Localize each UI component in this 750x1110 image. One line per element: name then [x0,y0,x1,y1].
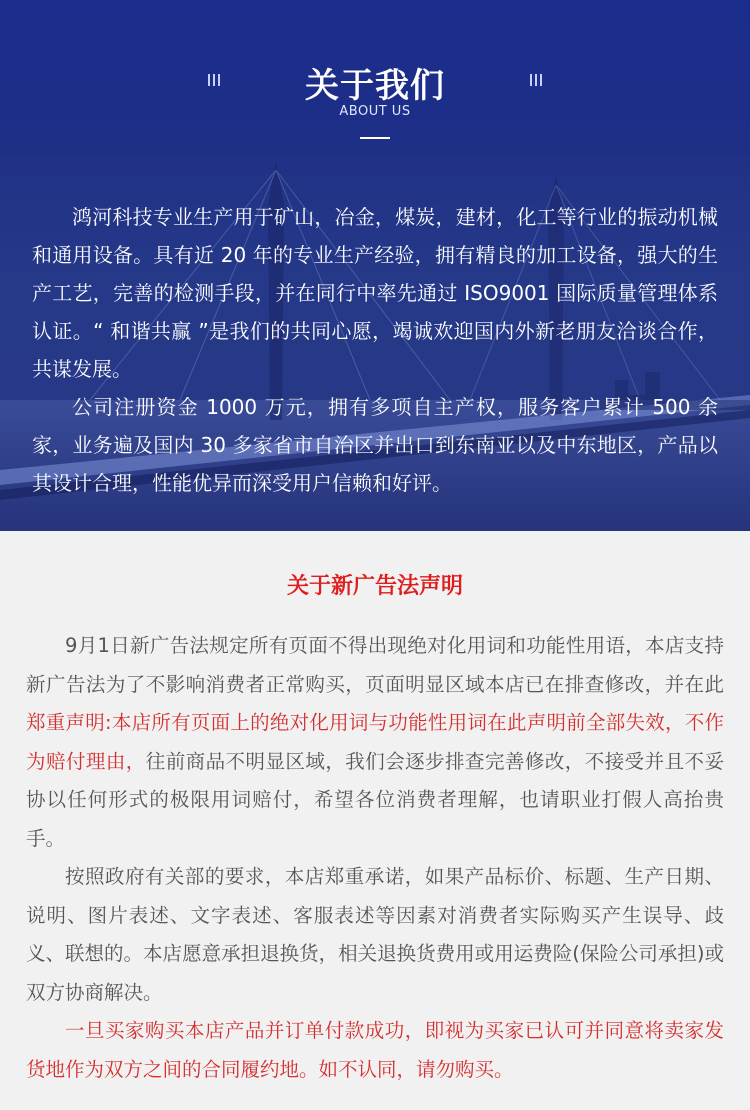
about-us-subtitle: ABOUT US [339,104,411,119]
about-paragraph-2: 公司注册资金 1000 万元，拥有多项自主产权，服务客户累计 500 余家，业务遍及国内 30 多家省市自治区并出口到东南亚以及中东地区，产品以其设计合理，性能优异而深受用户信赖和好评。 [32,395,718,495]
notice-p1-text-b: 往前商品不明显区域，我们会逐步排查完善修改，不接受并且不妥协以任何形式的极限用词赔付，希望各位消费者理解，也请职业打假人高抬贵手。 [26,749,724,850]
notice-paragraph-1 [26,627,724,858]
title-underline-divider [360,137,390,139]
ad-law-notice-section [0,531,750,1110]
notice-p1-highlight: 郑重声明:本店所有页面上的绝对化用词与功能性用词在此声明前全部失效，不作为赔付理由， [26,711,724,773]
about-paragraph-1: 鸿河科技专业生产用于矿山，冶金，煤炭，建材，化工等行业的振动机械和通用设备。具有近 20 年的专业生产经验，拥有精良的加工设备，强大的生产工艺，完善的检测手段，并在同行中率先通过 ISO9001 国际质量管理体系认证。“ 和谐共赢 ”是我们的共同心愿，竭诚欢迎国内外新老朋友洽谈合作，共谋发展。 [32,205,718,381]
notice-paragraph-2: 按照政府有关部的要求，本店郑重承诺，如果产品标价、标题、生产日期、说明、图片表述、文字表述、客服表述等因素对消费者实际购买产生误导、歧义、联想的。本店愿意承担退换货，相关退换货费用或用运费险(保险公司承担)或双方协商解决。 [26,865,724,1004]
about-us-body [32,198,718,502]
notice-title: 关于新广告法声明 [286,574,463,599]
about-us-title: 关于我们 [305,66,445,106]
notice-paragraph-3: 一旦买家购买本店产品并订单付款成功，即视为买家已认可并同意将卖家发货地作为双方之间的合同履约地。如不认同，请勿购买。 [26,1019,724,1081]
notice-body [26,627,724,1089]
notice-p1-text-a: 9月1日新广告法规定所有页面不得出现绝对化用词和功能性用语，本店支持新广告法为了不影响消费者正常购买，页面明显区域本店已在排查修改，并在此 [26,634,724,696]
about-us-section [0,0,750,531]
